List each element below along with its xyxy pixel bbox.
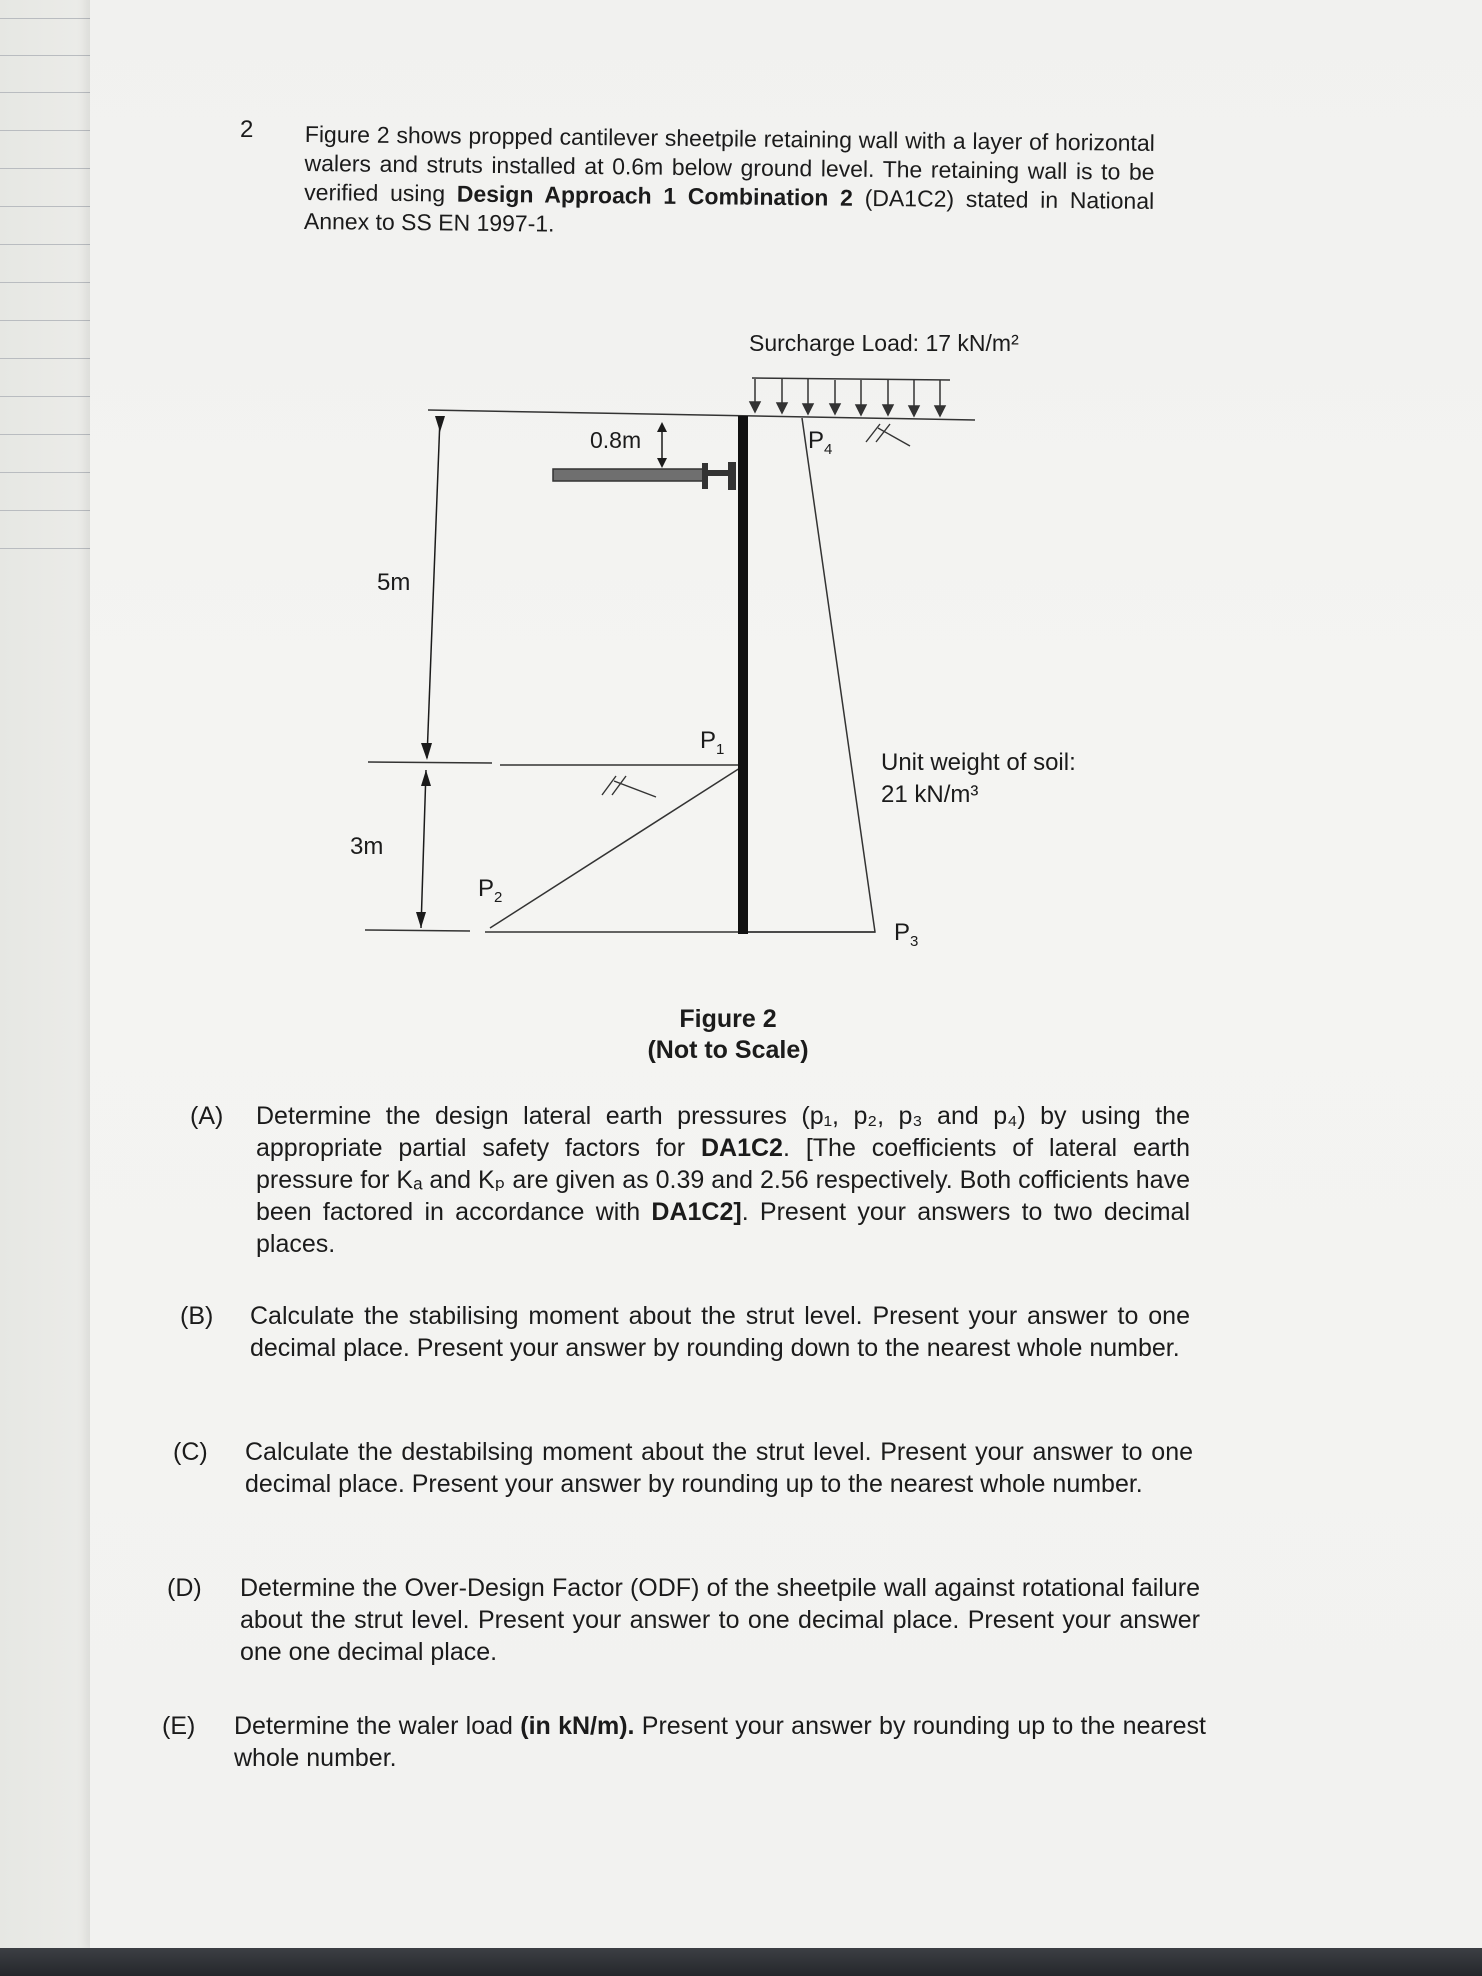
retained-ground-line (428, 410, 975, 420)
p4-label: $P_4$ (808, 427, 833, 458)
figure-caption: Figure 2 (Not to Scale) (647, 1005, 809, 1064)
part-a-text: Determine the design lateral earth pressures (p₁, p₂, p₃ and p₄) by using the appropriate partial safety factors for DA1C2. [The coefficients of lateral earth pressure for Kₐ and Kₚ are given as 0.39 and 2.56 respectively. Both cofficients have been factored in accordance with DA1C2]. Present your answers to two decimal places. (256, 1102, 1191, 1258)
dim-lower-line (421, 770, 426, 928)
part-e (162, 1710, 1212, 1790)
soil-unit-weight-label: Unit weight of soil: 21 kN/m³ (881, 749, 1076, 808)
dim-upper-arrow-bottom (421, 743, 432, 760)
part-a (190, 1100, 1200, 1270)
p3-label: $P_3$ (894, 919, 919, 950)
part-e-label: (E) (162, 1712, 196, 1740)
strut-depth-label: 0.8m (590, 427, 642, 453)
dim-upper-label: 5m (377, 569, 411, 596)
dim-lower-arrow-bottom (416, 912, 426, 928)
part-c-text: Calculate the destabilsing moment about the strut level. Present your answer to one decimal place. Present your answer by rounding up to the nearest whole number. (245, 1438, 1193, 1498)
part-b-label: (B) (180, 1302, 214, 1330)
surcharge-arrows (750, 378, 950, 416)
sheetpile-wall (738, 416, 748, 934)
p1-label: $P_1$ (700, 727, 725, 758)
soil-hatch-top (866, 424, 910, 446)
surcharge-label: Surcharge Load: 17 kN/m² (749, 330, 1019, 356)
soil-hatch-bottom (602, 776, 656, 797)
part-b-text: Calculate the stabilising moment about the strut level. Present your answer to one decimal place. Present your answer by rounding down to the nearest whole number. (250, 1302, 1190, 1362)
active-pressure-diagram (742, 418, 875, 932)
part-d (167, 1572, 1207, 1682)
question-number: 2 (240, 116, 254, 143)
question-intro: Figure 2 shows propped cantilever sheetpile retaining wall with a layer of horizontal walers and struts installed at 0.6m below ground level. The retaining wall is to be verified using Design Approach 1 Combination 2 (DA1C2) stated in National Annex to SS EN 1997-1. (303, 120, 1155, 237)
waler (728, 462, 736, 490)
dim-upper-arrow-top (435, 416, 445, 432)
part-b (180, 1300, 1200, 1410)
part-e-text: Determine the waler load (in kN/m). Present your answer by rounding up to the nearest whole number. (234, 1712, 1206, 1772)
part-d-text: Determine the Over-Design Factor (ODF) of the sheetpile wall against rotational failure about the strut level. Present your answer to one decimal place. Present your answer one one decimal place. (240, 1574, 1200, 1666)
part-c-label: (C) (173, 1438, 208, 1466)
waler-plate (702, 463, 708, 489)
part-c (173, 1436, 1203, 1546)
desk-edge (0, 1948, 1482, 1976)
dim-upper-line (427, 418, 440, 758)
part-a-label: (A) (190, 1102, 224, 1130)
strut (553, 469, 703, 481)
dim-lower-arrow-top (421, 770, 431, 786)
part-d-label: (D) (167, 1574, 202, 1602)
p2-label: $P_2$ (478, 875, 503, 906)
dim-lower-label: 3m (350, 833, 384, 860)
